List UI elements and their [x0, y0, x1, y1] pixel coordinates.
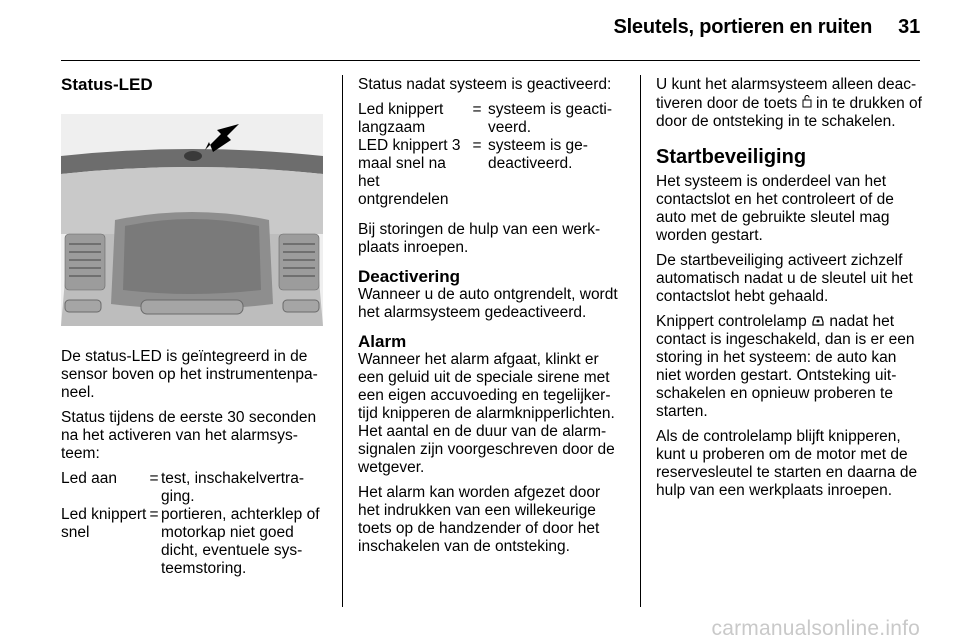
text-fragment: Knippert controlelamp — [656, 313, 807, 330]
car-key-warning-icon — [811, 313, 825, 331]
section-heading-deactivering: Deactivering — [358, 267, 461, 286]
header-rule — [61, 60, 920, 61]
column-divider — [342, 75, 343, 607]
deactivation-instructions — [656, 76, 923, 131]
startbeveiliging-auto: De startbeveiliging activeert zichzelf automatisch nadat u de sleutel uit het contactslot hebt gehaald. — [656, 252, 913, 305]
column-1 — [61, 76, 325, 590]
startbeveiliging-intro: Het systeem is onderdeel van het contactslot en het controleert of de auto met de gebruikte sleutel mag worden gestart. — [656, 173, 894, 244]
table-value: portieren, achterklep of motorkap niet goed dicht, eventuele sys-teemstoring. — [161, 506, 320, 577]
table-equals: = — [149, 506, 159, 523]
table-equals: = — [472, 101, 482, 118]
column-3 — [656, 76, 923, 507]
text-fragment: in te drukken of door de ontsteking in te schakelen. — [656, 95, 922, 130]
table-row — [61, 506, 325, 578]
page-title: Sleutels, portieren en ruiten — [613, 16, 873, 38]
table-row — [358, 137, 624, 209]
activated-status-intro: Status nadat systeem is geactiveerd: — [358, 76, 612, 93]
page-header — [613, 16, 920, 39]
fault-advice: Bij storingen de hulp van een werk-plaats inroepen. — [358, 221, 601, 256]
activated-status-table — [358, 101, 624, 209]
table-value: systeem is geacti-veerd. — [488, 101, 613, 136]
table-value: test, inschakelvertra-ging. — [161, 470, 304, 505]
table-row — [61, 470, 325, 506]
dashboard-illustration — [61, 114, 323, 326]
table-key: LED knippert 3 maal snel na het ontgrendelen — [358, 137, 461, 208]
led-status-table — [61, 470, 325, 578]
table-value: systeem is ge-deactiveerd. — [488, 137, 588, 172]
led-description: De status-LED is geïntegreerd in de sensor boven op het instrumentenpa-neel. — [61, 348, 318, 401]
table-row — [358, 101, 624, 137]
controlelamp-text — [656, 313, 923, 421]
watermark: carmanualsonline.info — [711, 617, 920, 640]
table-key: Led aan — [61, 470, 118, 487]
alarm-reset-text: Het alarm kan worden afgezet door het indrukken van een willekeurige toets op de handzender of door het inschakelen van de ontsteking. — [358, 484, 601, 555]
table-key: Led knippert langzaam — [358, 101, 444, 136]
deactivering-text: Wanneer u de auto ontgrendelt, wordt het alarmsysteem gedeactiveerd. — [358, 286, 618, 321]
column-2 — [358, 76, 624, 563]
table-equals: = — [472, 137, 482, 154]
table-equals: = — [149, 470, 159, 487]
column-divider — [640, 75, 641, 607]
text-fragment: U kunt het alarmsysteem alleen deac-tiveren door de toets — [656, 76, 917, 112]
text-fragment: nadat het contact is ingeschakeld, dan is er een storing in het systeem: de auto kan niet worden gestart. Ontsteking uit-schakelen en opnieuw proberen te starten. — [656, 313, 915, 420]
led-status-intro: Status tijdens de eerste 30 seconden na het activeren van het alarmsys-teem: — [61, 409, 317, 462]
section-heading-startbeveiliging: Startbeveiliging — [656, 146, 807, 168]
section-heading-alarm: Alarm — [358, 332, 407, 351]
controlelamp-fallback: Als de controlelamp blijft knipperen, kunt u proberen om de motor met de reservesleutel te starten en daarna de hulp van een werkplaats inroepen. — [656, 428, 918, 499]
section-heading-status-led: Status-LED — [61, 75, 153, 94]
table-key: Led knippert snel — [61, 506, 147, 541]
alarm-text: Wanneer het alarm afgaat, klinkt er een geluid uit de speciale sirene met een eigen accuvoeding en tegelijker-tijd knipperen de alarmknipperlichten. Het aantal en de duur van de alarm-signalen zijn voorgeschreven door de wetgever. — [358, 351, 615, 476]
lock-button-icon — [802, 94, 812, 113]
page-number: 31 — [898, 16, 920, 38]
